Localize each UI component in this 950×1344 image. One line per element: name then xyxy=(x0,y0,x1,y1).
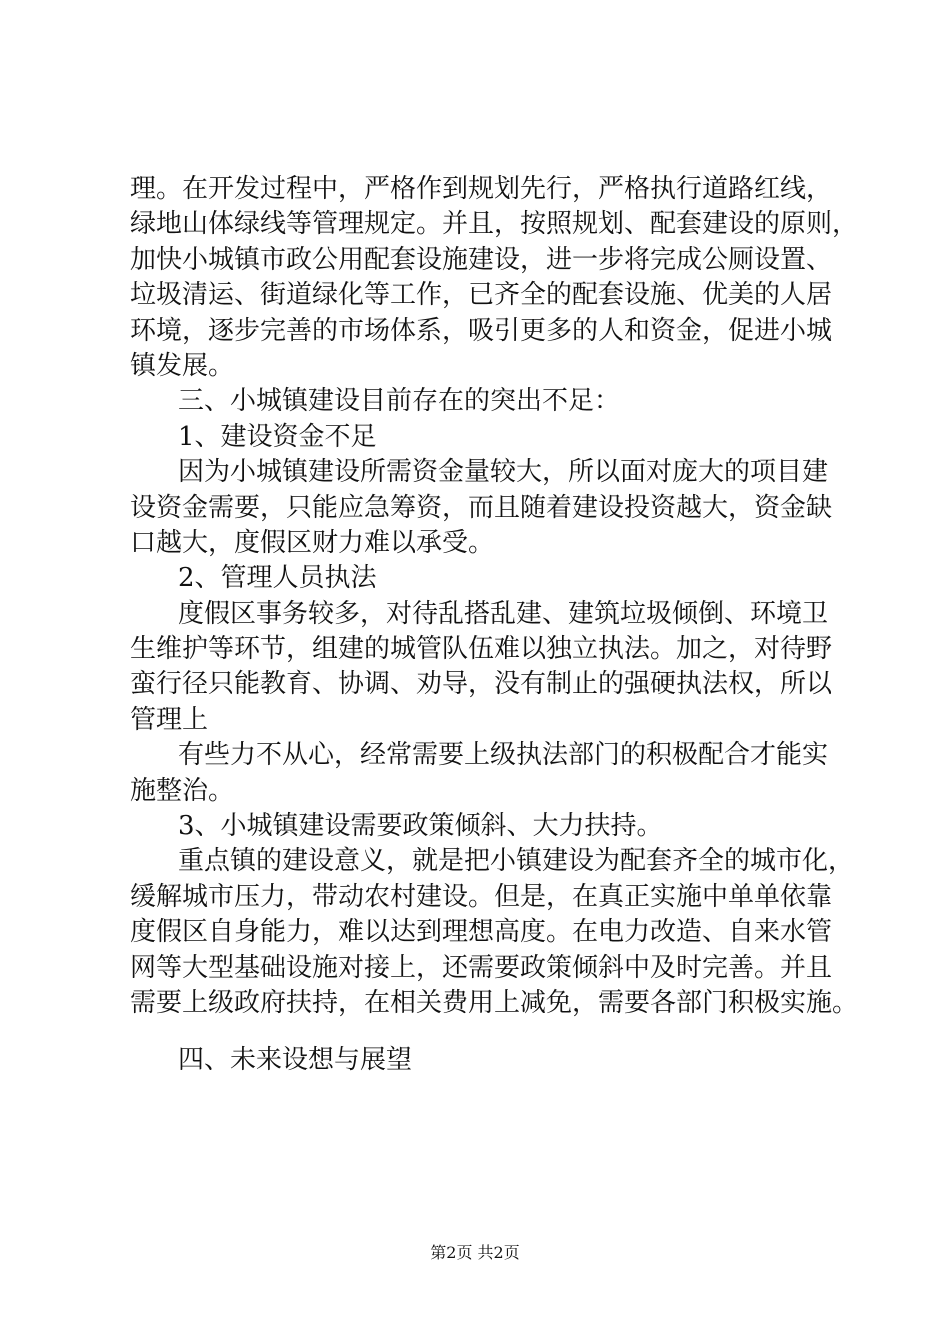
body-line: 管理上 xyxy=(130,704,209,735)
paragraph-spacer xyxy=(130,1021,860,1043)
body-line: 重点镇的建设意义，就是把小镇建设为配套齐全的城市化， xyxy=(178,846,855,877)
document-body xyxy=(130,172,860,1079)
body-line: 生维护等环节，组建的城管队伍难以独立执法。加之，对待野 xyxy=(130,634,833,665)
section-heading: 四、未来设想与展望 xyxy=(178,1045,413,1076)
body-line: 缓解城市压力，带动农村建设。但是，在真正实施中单单依靠 xyxy=(130,881,833,912)
subsection-heading: 3、小城镇建设需要政策倾斜、大力扶持。 xyxy=(178,811,663,842)
body-line: 理。在开发过程中，严格作到规划先行，严格执行道路红线， xyxy=(130,174,833,204)
body-line: 镇发展。 xyxy=(130,350,235,381)
subsection-heading: 2、管理人员执法 xyxy=(178,563,377,594)
body-line: 需要上级政府扶持，在相关费用上减免，需要各部门积极实施。 xyxy=(130,987,859,1018)
body-line: 有些力不从心，经常需要上级执法部门的积极配合才能实 xyxy=(178,740,829,771)
body-line: 度假区自身能力，难以达到理想高度。在电力改造、自来水管 xyxy=(130,917,833,948)
body-line: 垃圾清运、街道绿化等工作，已齐全的配套设施、优美的人居 xyxy=(130,280,833,311)
body-line: 环境，逐步完善的市场体系，吸引更多的人和资金，促进小城 xyxy=(130,315,833,346)
body-line: 设资金需要，只能应急筹资，而且随着建设投资越大，资金缺 xyxy=(130,492,833,523)
subsection-heading: 1、建设资金不足 xyxy=(178,421,377,452)
body-line: 度假区事务较多，对待乱搭乱建、建筑垃圾倾倒、环境卫 xyxy=(178,598,829,629)
body-line: 口越大，度假区财力难以承受。 xyxy=(130,527,495,558)
body-line: 施整治。 xyxy=(130,775,235,806)
body-line: 绿地山体绿线等管理规定。并且，按照规划、配套建设的原则， xyxy=(130,209,859,240)
body-line: 蛮行径只能教育、协调、劝导，没有制止的强硬执法权，所以 xyxy=(130,669,833,700)
section-heading: 三、小城镇建设目前存在的突出不足： xyxy=(178,386,621,417)
body-line: 网等大型基础设施对接上，还需要政策倾斜中及时完善。并且 xyxy=(130,952,833,983)
body-line: 因为小城镇建设所需资金量较大，所以面对庞大的项目建 xyxy=(178,457,829,488)
body-line: 加快小城镇市政公用配套设施建设，进一步将完成公厕设置、 xyxy=(130,244,833,275)
page-footer: 第2页 共2页 xyxy=(430,1243,520,1262)
